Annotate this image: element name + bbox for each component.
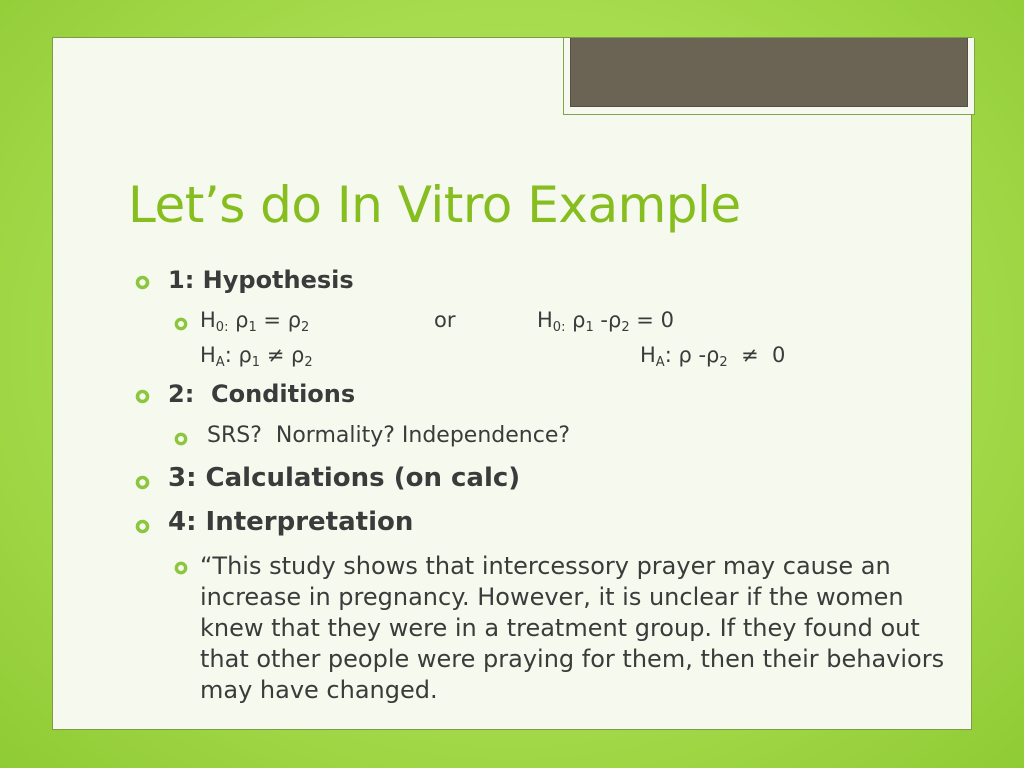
h0-right-rho1: ρ xyxy=(565,308,586,332)
ha-right-h: H xyxy=(640,343,656,367)
ha-left-rho1-sub: 1 xyxy=(251,355,261,370)
h0-right-zero: = 0 xyxy=(629,308,674,332)
ha-left-rho2-sub: 2 xyxy=(304,355,313,370)
header-tab-block xyxy=(570,38,968,107)
h0-left-rho2: = ρ xyxy=(256,308,302,332)
h0-left-h: H xyxy=(200,308,216,332)
ha-left-rho1: : ρ xyxy=(224,343,252,367)
ha-right-rho: : ρ -ρ xyxy=(664,343,720,367)
h0-right-rho1-sub: 1 xyxy=(585,320,594,335)
conditions-list: SRS? Normality? Independence? xyxy=(207,423,571,448)
ha-left-h: H xyxy=(200,343,216,367)
ha-left-rho2: ≠ ρ xyxy=(260,343,305,367)
section-calculations-heading: 3: Calculations (on calc) xyxy=(168,463,521,493)
ring-bullet-icon xyxy=(173,316,188,331)
ring-bullet-icon xyxy=(173,560,188,575)
null-hypothesis-left xyxy=(200,308,310,335)
ring-bullet-icon xyxy=(135,519,150,534)
alt-hypothesis-right xyxy=(640,343,786,370)
h0-right-h: H xyxy=(537,308,553,332)
h0-left-h-sub: 0: xyxy=(215,320,229,335)
ring-bullet-icon xyxy=(135,475,150,490)
ha-right-rho2-sub: 2 xyxy=(719,355,728,370)
null-hypothesis-right xyxy=(537,308,674,335)
alt-hypothesis-left xyxy=(200,343,313,370)
interpretation-quote: “This study shows that intercessory prayer may cause an increase in pregnancy. However, it is unclear if the women knew that they were in a treatment group. If they found out that other people were praying for them, then their behaviors may have changed. xyxy=(200,552,945,704)
h0-left-rho1: ρ xyxy=(228,308,249,332)
ha-right-neq-zero: ≠ 0 xyxy=(727,343,786,367)
section-interpretation-heading: 4: Interpretation xyxy=(168,507,414,537)
h0-right-h-sub: 0: xyxy=(552,320,566,335)
or-label: or xyxy=(434,308,456,332)
h0-left-rho2-sub: 2 xyxy=(301,320,310,335)
h0-right-rho2: -ρ xyxy=(593,308,622,332)
ring-bullet-icon xyxy=(135,389,150,404)
slide-title: Let’s do In Vitro Example xyxy=(128,176,741,234)
ring-bullet-icon xyxy=(173,431,188,446)
section-hypothesis-heading: 1: Hypothesis xyxy=(168,266,354,294)
section-conditions-heading: 2: Conditions xyxy=(168,380,356,408)
slide-header-tab xyxy=(563,38,975,115)
h0-left-rho1-sub: 1 xyxy=(248,320,257,335)
ring-bullet-icon xyxy=(135,275,150,290)
h0-right-rho2-sub: 2 xyxy=(621,320,630,335)
ha-right-h-sub: A xyxy=(655,355,665,370)
ha-left-h-sub: A xyxy=(215,355,225,370)
